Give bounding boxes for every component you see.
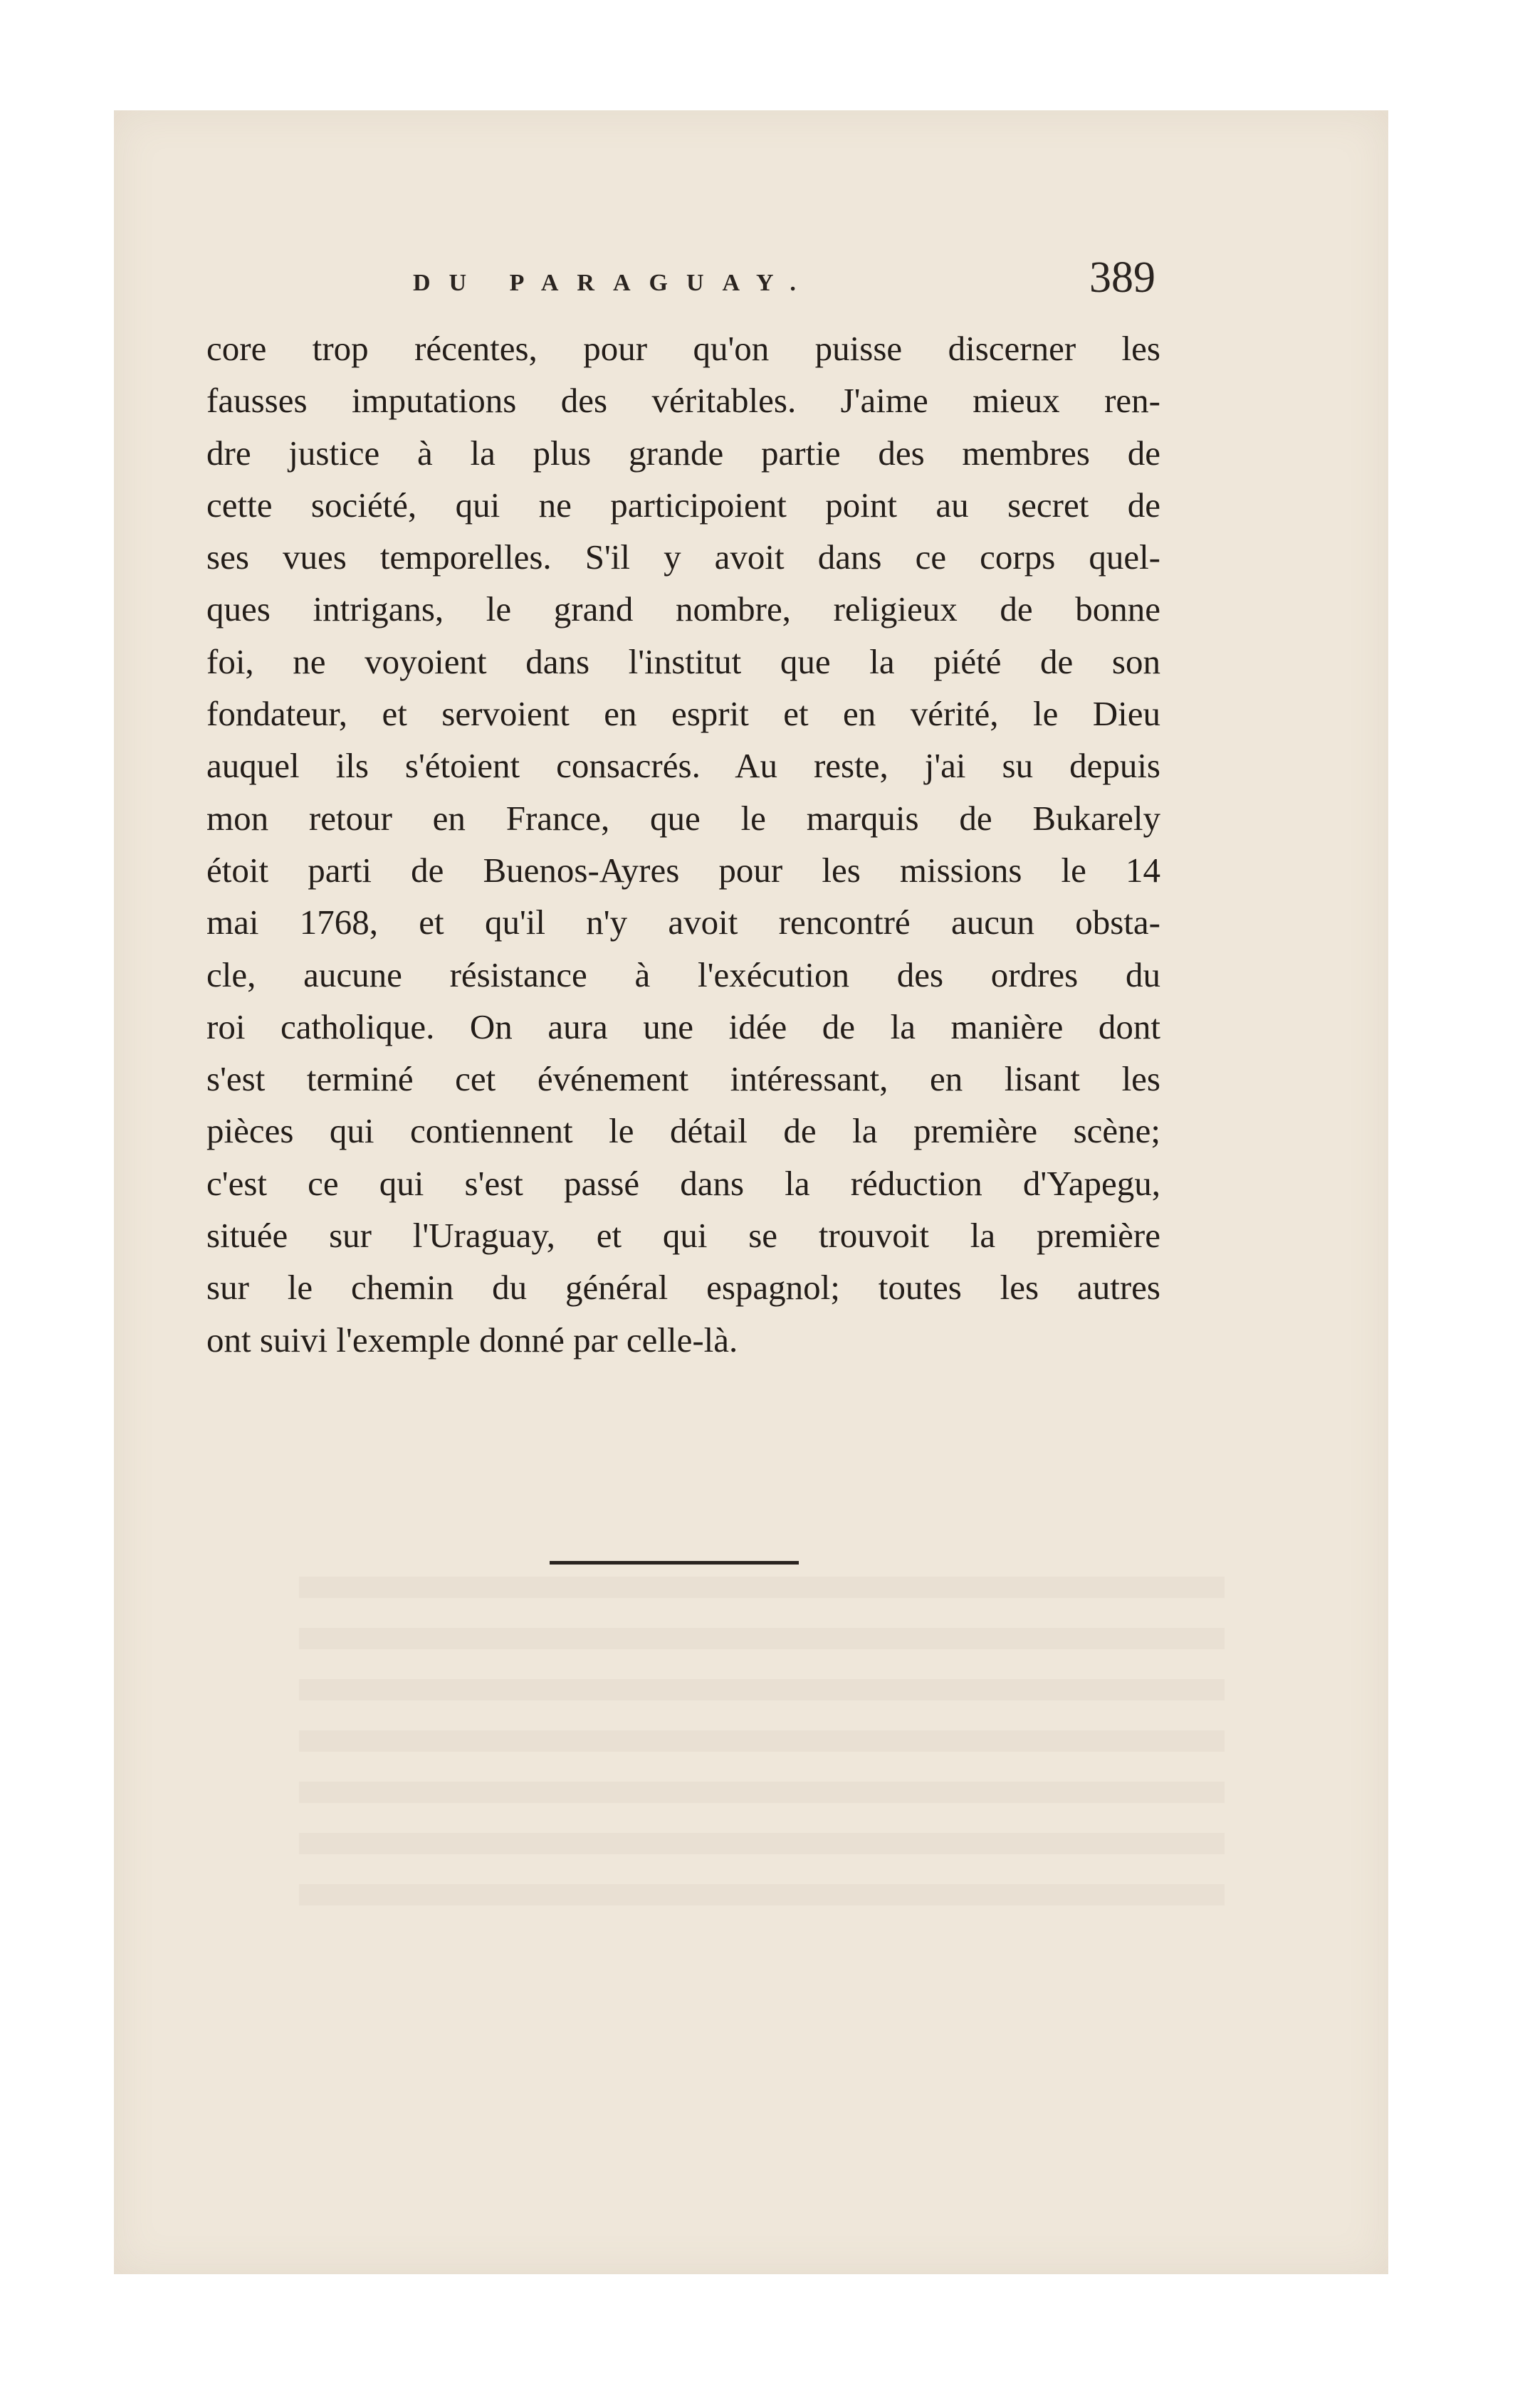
text-line: pièces qui contiennent le détail de la première scène; bbox=[206, 1111, 1160, 1151]
text-line: s'est terminé cet événement intéressant, en lisant les bbox=[206, 1059, 1160, 1099]
text-line: située sur l'Uraguay, et qui se trouvoit la première bbox=[206, 1216, 1160, 1256]
text-line: cle, aucune résistance à l'exécution des ordres du bbox=[206, 955, 1160, 994]
running-head bbox=[114, 253, 1388, 310]
show-through-texture bbox=[299, 1577, 1225, 1918]
section-end-rule bbox=[550, 1561, 799, 1565]
text-line: cette société, qui ne participoient point au secret de bbox=[206, 485, 1160, 525]
body-paragraph bbox=[206, 322, 1160, 1366]
text-line: c'est ce qui s'est passé dans la réduction d'Yapegu, bbox=[206, 1163, 1160, 1203]
text-line: mai 1768, et qu'il n'y avoit rencontré aucun obsta- bbox=[206, 903, 1160, 942]
book-page bbox=[114, 110, 1388, 2274]
text-line: mon retour en France, que le marquis de Bukarely bbox=[206, 798, 1160, 838]
text-line: roi catholique. On aura une idée de la manière dont bbox=[206, 1006, 1160, 1046]
running-title: DU PARAGUAY. bbox=[413, 270, 814, 296]
text-line: sur le chemin du général espagnol; toutes les autres bbox=[206, 1268, 1160, 1308]
text-line: fausses imputations des véritables. J'aime mieux ren- bbox=[206, 381, 1160, 421]
text-line: ques intrigans, le grand nombre, religieux de bonne bbox=[206, 589, 1160, 629]
text-line: ses vues temporelles. S'il y avoit dans ce corps quel- bbox=[206, 537, 1160, 577]
text-line: foi, ne voyoient dans l'institut que la piété de son bbox=[206, 641, 1160, 681]
text-line: fondateur, et servoient en esprit et en vérité, le Dieu bbox=[206, 694, 1160, 734]
text-line: auquel ils s'étoient consacrés. Au reste, j'ai su depuis bbox=[206, 746, 1160, 786]
page-number: 389 bbox=[1089, 253, 1155, 302]
text-line: ont suivi l'exemple donné par celle-là. bbox=[206, 1320, 738, 1360]
text-line: étoit parti de Buenos-Ayres pour les missions le 14 bbox=[206, 850, 1160, 890]
text-line: core trop récentes, pour qu'on puisse discerner les bbox=[206, 329, 1160, 368]
text-line: dre justice à la plus grande partie des membres de bbox=[206, 433, 1160, 473]
